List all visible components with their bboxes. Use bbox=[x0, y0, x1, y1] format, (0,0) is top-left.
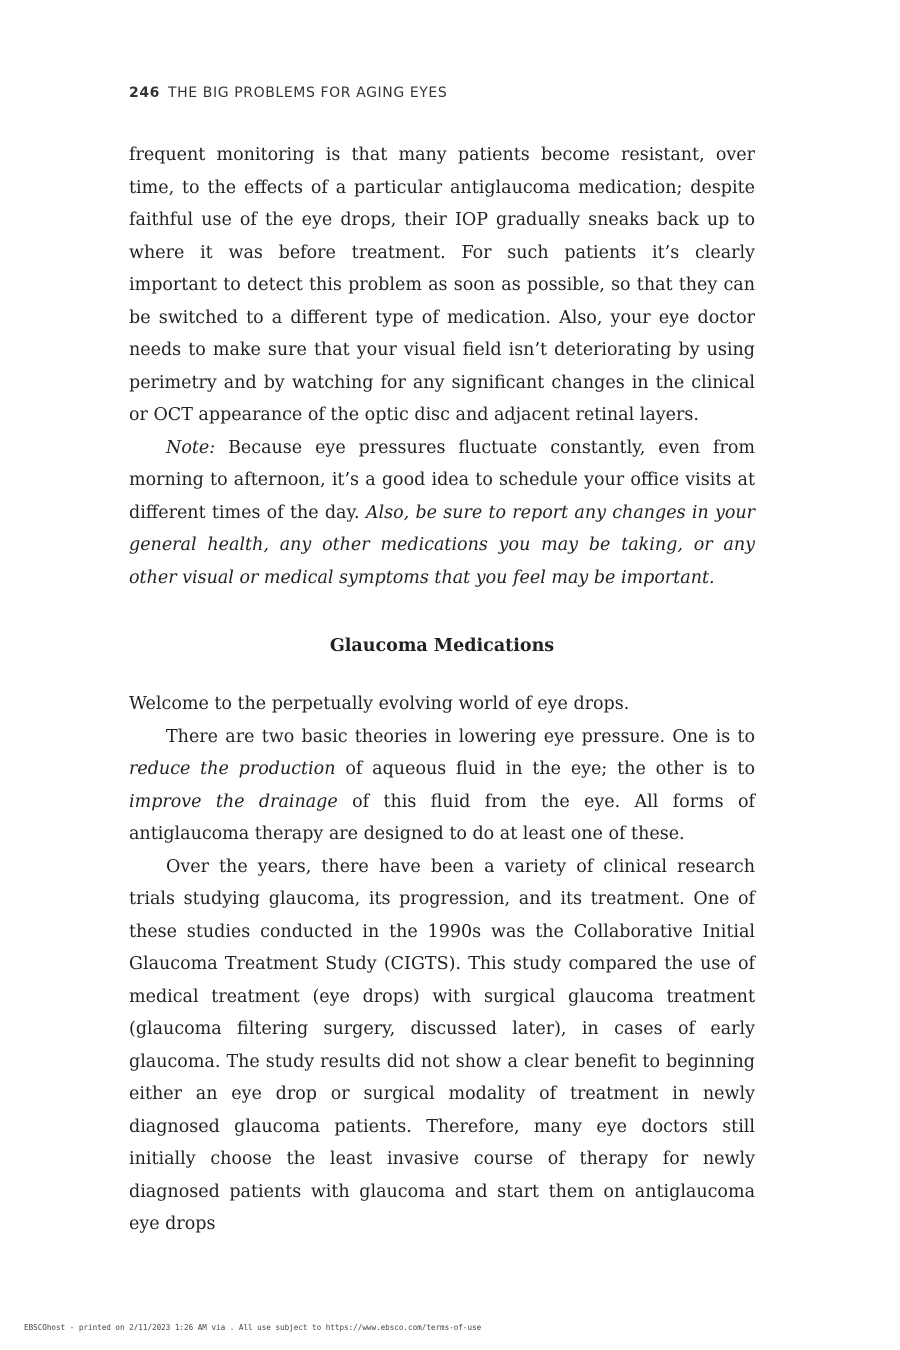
text-block-top bbox=[129, 139, 755, 594]
theories-text-1: There are two basic theories in lowering eye pressure. One is to bbox=[166, 726, 755, 747]
theories-emphasis-1: reduce the production bbox=[129, 759, 336, 779]
note-text: Because eye pressures fluctuate constantly, even from morning to afternoon, it’s a good idea to schedule your office visits at different times of the day. bbox=[129, 437, 755, 523]
running-title: THE BIG PROBLEMS FOR AGING EYES bbox=[168, 85, 448, 101]
running-header bbox=[129, 85, 447, 101]
theories-text-2: of aqueous fluid in the eye; the other is to bbox=[335, 759, 756, 779]
paragraph-continuation: frequent monitoring is that many patients become resistant, over time, to the effects of a particular antiglaucoma medication; despite faithful use of the eye drops, their IOP gradually sneaks back up to where it was before treatment. For such patients it’s clearly important to detect this problem as soon as possible, so that they can be switched to a different type of medication. Also, your eye doctor needs to make sure that your visual field isn’t deteriorating by using perimetry and by watching for any significant changes in the clinical or OCT appearance of the optic disc and adjacent retinal layers. bbox=[129, 145, 755, 425]
paragraph-trials: Over the years, there have been a variety of clinical research trials studying glaucoma, its progression, and its treatment. One of these studies conducted in the 1990s was the Collaborative Initial Glaucoma Treatment Study (CIGTS). This study compared the use of medical treatment (eye drops) with surgical glaucoma treatment (glaucoma filtering surgery, discussed later), in cases of early glaucoma. The study results did not show a clear benefit to beginning either an eye drop or surgical modality of treatment in newly diagnosed glaucoma patients. Therefore, many eye doctors still initially choose the least invasive course of therapy for newly diagnosed patients with glaucoma and start them on antiglaucoma eye drops bbox=[129, 856, 755, 1234]
paragraph-theories bbox=[129, 721, 755, 851]
page-number: 246 bbox=[129, 85, 161, 101]
paragraph-note bbox=[129, 432, 755, 595]
text-block-bottom bbox=[129, 688, 755, 1241]
footer-notice: EBSCOhost - printed on 2/11/2023 1:26 AM via . All use subject to https://www.ebsco.com/terms-of-use bbox=[24, 1323, 482, 1332]
paragraph-intro: Welcome to the perpetually evolving world of eye drops. bbox=[129, 694, 630, 714]
note-label: Note: bbox=[166, 437, 216, 458]
section-heading: Glaucoma Medications bbox=[329, 636, 555, 656]
note-emphasis: Also, be sure to report any changes in your general health, any other medications you may be taking, or any other visual or medical symptoms that you feel may be important. bbox=[129, 502, 756, 588]
theories-emphasis-2: improve the drainage bbox=[129, 791, 338, 812]
theories-text-3: of this fluid from the eye. All forms of antiglaucoma therapy are designed to do at least one of these. bbox=[129, 791, 755, 844]
